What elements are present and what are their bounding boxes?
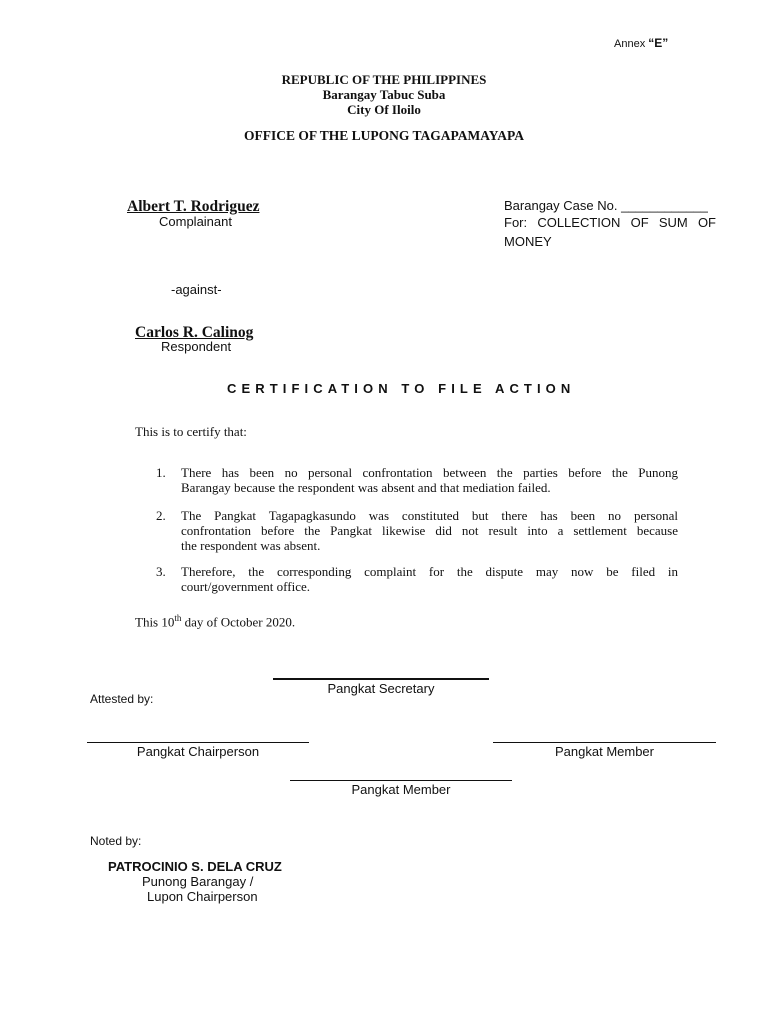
list-item-line: confrontation before the Pangkat likewise did not result into a settlement because <box>181 523 678 538</box>
list-item-line: court/government office. <box>181 579 310 594</box>
secretary-label: Pangkat Secretary <box>327 681 435 696</box>
date-rest: day of October 2020. <box>181 614 296 630</box>
noted-by-name: PATROCINIO S. DELA CRUZ <box>108 859 282 874</box>
secretary-signature-line <box>273 678 489 680</box>
noted-by-title-2: Lupon Chairperson <box>147 889 258 904</box>
attested-by-label: Attested by: <box>90 692 154 706</box>
date-line <box>135 613 295 630</box>
complainant-name: Albert T. Rodriguez <box>127 198 260 215</box>
case-for-line2: MONEY <box>504 234 552 249</box>
against-label: -against- <box>171 282 222 297</box>
annex-prefix: Annex <box>614 38 649 50</box>
list-item-number: 3. <box>156 564 166 579</box>
member-center-signature-line <box>290 780 512 781</box>
list-item-number: 2. <box>156 508 166 523</box>
member-right-label: Pangkat Member <box>555 744 654 759</box>
noted-by-label: Noted by: <box>90 834 142 848</box>
barangay-case-no: Barangay Case No. ____________ <box>504 198 708 213</box>
respondent-role: Respondent <box>161 339 232 354</box>
list-item-number: 1. <box>156 465 166 480</box>
case-for-line: For: COLLECTION OF SUM OF <box>504 215 716 230</box>
list-item-line: The Pangkat Tagapagkasundo was constituted but there has been no personal <box>181 508 678 523</box>
member-right-signature-line <box>493 742 716 743</box>
chairperson-signature-line <box>87 742 309 743</box>
header-office: OFFICE OF THE LUPONG TAGAPAMAYAPA <box>243 128 525 143</box>
chairperson-label: Pangkat Chairperson <box>136 744 260 759</box>
date-prefix: This 10 <box>135 614 175 630</box>
member-center-label: Pangkat Member <box>351 782 451 797</box>
document-title: CERTIFICATION TO FILE ACTION <box>227 381 576 396</box>
list-item-line: Therefore, the corresponding complaint for the dispute may now be filed in <box>181 564 678 579</box>
annex-letter: “E” <box>648 36 669 50</box>
header-barangay: Barangay Tabuc Suba <box>322 87 446 102</box>
header-city: City Of Iloilo <box>347 102 421 117</box>
list-item-line: the respondent was absent. <box>181 538 321 553</box>
list-item-line: Barangay because the respondent was absent and that mediation failed. <box>181 480 551 495</box>
complainant-role: Complainant <box>159 214 232 229</box>
intro-text: This is to certify that: <box>135 424 247 439</box>
list-item-line: There has been no personal confrontation between the parties before the Punong <box>181 465 678 480</box>
annex-label <box>614 36 668 50</box>
respondent-name: Carlos R. Calinog <box>135 324 254 341</box>
date-suffix: th <box>174 613 182 623</box>
noted-by-title-1: Punong Barangay / <box>142 874 254 889</box>
header-republic: REPUBLIC OF THE PHILIPPINES <box>281 72 487 87</box>
